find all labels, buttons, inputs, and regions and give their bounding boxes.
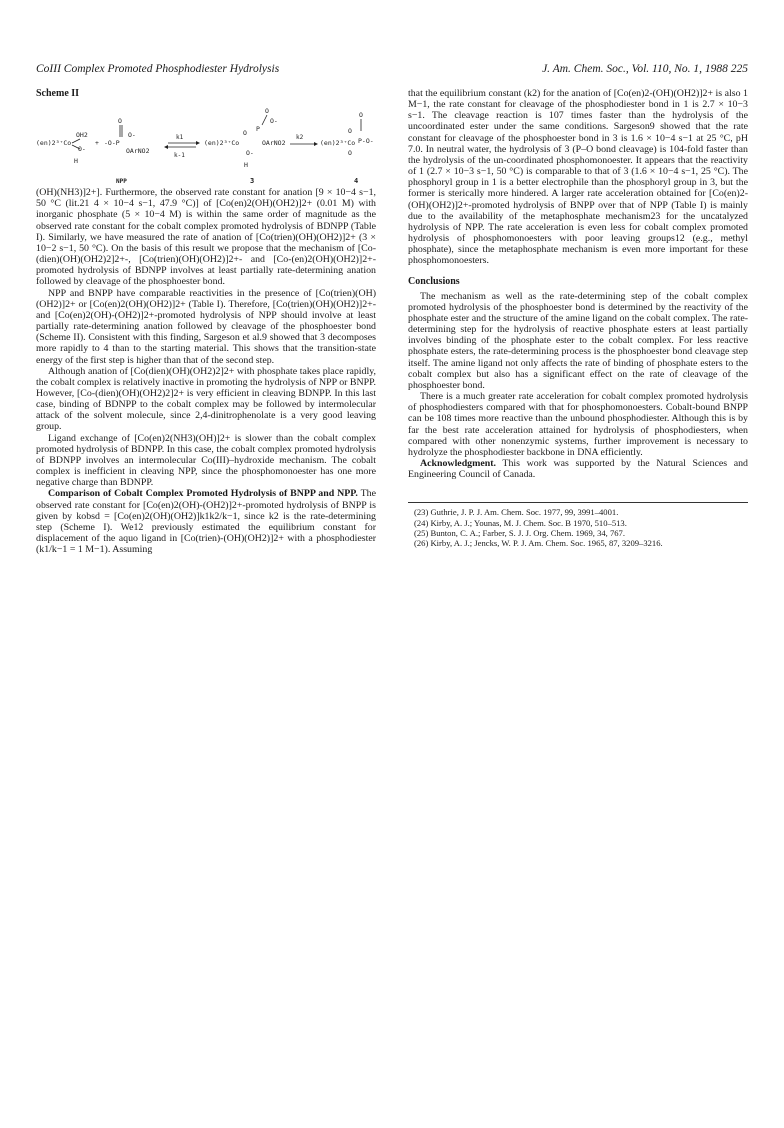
scheme-o-minus-5: O-: [246, 149, 254, 158]
scheme-o-minus-1: O-: [78, 145, 86, 154]
scheme-oh2: OH2: [76, 131, 88, 140]
scheme-o-r1: O: [348, 127, 352, 136]
running-header-journal: J. Am. Chem. Soc., Vol. 110, No. 1, 1988 225: [542, 63, 748, 75]
reference-26: (26) Kirby, A. J.; Jencks, W. P. J. Am. Chem. Soc. 1965, 87, 3209–3216.: [414, 537, 663, 548]
scheme-o-top-4: O: [359, 111, 363, 120]
left-paragraph-2: NPP and BNPP have comparable reactivities in the presence of [Co(trien)(OH)(OH2)]2+ or [Co(en)2(OH)(OH2)]2+ (Table I). Therefore, [Co(trien)(OH)(OH2)]2+- and [Co(en)2(OH)-(OH2)]2+-promoted hydrolysis of NPP should involve at least partially rate-determining anation followed by cleavage of the phosphoester bond (Scheme II). Consistent with this finding, Sargeson et al.9 showed that 3 decomposes more rapidly to 4 than to the starting material. This shows that the transition-state energy of the first step is higher than that of the second step.: [36, 287, 376, 366]
right-paragraph-1: that the equilibrium constant (k2) for the anation of [Co(en)2-(OH)(OH2)]2+ is also 1 M−1, the rate constant for cleavage of the phosphodiester bond in 1 is 2.7 × 10−3 s−1. The cleavage reaction is 107 times faster than the hydrolysis of the uncoordinated ester under the same conditions. Sargeson9 showed that the rate constant for cleavage of the phosphoester bond in 3 is 1.6 × 10−4 s−1 at 25 °C, pH 7.0. In neutral water, the hydrolysis of 3 (P–O bond cleavage) is 104-fold faster than the hydrolysis of the un-coordinated phosphomonoester. It appears that the reactivity of 1 (2.7 × 10−3 s−1, 50 °C) is comparable to that of 3 (1.6 × 10−4 s−1, 25 °C). The phosphoryl group in 1 is a better electrophile than the phosphoryl group in 3, but the former is sterically more hindered. A larger rate acceleration obtained for [Co(en)2-(OH)(OH2)]2+-promoted hydrolysis of BNPP over that of NPP (Table I) is mainly due to the availability of the metaphosphate mechanism23 for the uncatalyzed hydrolysis of NPP. The rate acceleration is even less for cobalt complex promoted hydrolysis of phosphomonoesters with poor leaving groups12 (e.g., methyl phosphate), since the metaphosphate mechanism is even more important for these phosphomonoesters.: [408, 88, 748, 267]
right-paragraph-2: The mechanism as well as the rate-determining step of the cobalt complex promoted hydrolysis of the phosphoester bond is determined by the reactivity of the phosphate ester and the structure of the amine ligand on the cobalt complex. The rate-determining step for the hydrolysis of reactive phosphate esters at least partially involves binding of the phosphate ester to the cobalt complex. For less reactive phosphate esters, the rate-determining process is the phosphoester bond cleavage step itself. The amine ligand not only affects the rate of binding of phosphate esters to the cobalt complex but also has a significant effect on the rate of cleavage of the phosphoester bond.: [408, 290, 748, 391]
scheme-species-en-2: (en)2³⁺Co: [204, 139, 240, 148]
scheme-h-1: H: [74, 157, 78, 166]
scheme-species-en-3: (en)2³⁺Co: [320, 139, 356, 148]
scheme-h-2: H: [244, 161, 248, 170]
scheme-label-npp: NPP: [116, 178, 127, 186]
scheme-ii-svg: [36, 103, 376, 185]
left-column: [36, 88, 376, 555]
scheme-label-3: 3: [250, 177, 255, 186]
scheme-k1: k1: [176, 134, 184, 142]
scheme-title: Scheme II: [36, 88, 80, 99]
comparison-text: The observed rate constant for [Co(en)2(OH)-(OH2)]2+-promoted hydrolysis of BNPP is given by kobsd = [Co(en)2(OH)(OH2)]k1k2/k−1, since k2 is the rate-determining step (Scheme I). We12 previously estimated the equilibrium constant for displacement of the aquo ligand in [Co(trien)-(OH)(OH2)]2+ with a phosphodiester (k1/k−1 = 1 M−1). Assuming: [36, 488, 376, 556]
acknowledgment: [408, 458, 748, 480]
scheme-km1: k-1: [174, 152, 185, 160]
left-paragraph-4: Ligand exchange of [Co(en)2(NH3)(OH)]2+ is slower than the cobalt complex promoted hydrolysis of BDNPP. In this case, the cobalt complex promoted hydrolysis of BDNPP involves an intermolecular Co(III)–hydroxide mechanism. The cobalt complex is inefficient in cleaving NPP, since the phosphomonoester has one more negative charge than BDNPP.: [36, 432, 376, 489]
scheme-oarno2-2: OArNO2: [262, 139, 286, 148]
reference-24: (24) Kirby, A. J.; Younas, M. J. Chem. Soc. B 1970, 510–513.: [414, 517, 627, 528]
reference-23: (23) Guthrie, J. P. J. Am. Chem. Soc. 1977, 99, 3991–4001.: [414, 507, 619, 518]
references: [408, 502, 748, 548]
conclusions-heading: Conclusions: [408, 275, 460, 287]
scheme-k2: k2: [296, 134, 304, 142]
scheme-o-minus-4: O-: [270, 117, 278, 126]
scheme-o-minus-3: O-: [128, 131, 136, 140]
scheme-label-4: 4: [354, 177, 359, 186]
comparison-heading: Comparison of Cobalt Complex Promoted Hydrolysis of BNPP and NPP.: [48, 488, 358, 500]
reference-25: (25) Bunton, C. A.; Farber, S. J. J. Org. Chem. 1969, 34, 767.: [414, 527, 625, 538]
left-paragraph-1: (OH)(NH3)]2+]. Furthermore, the observed rate constant for anation [9 × 10−4 s−1, 50 °C (lit.21 4 × 10−4 s−1, 47.9 °C)] of [Co(en)2(OH)(OH2)]2+ (0.01 M) with inorganic phosphate (5 × 10−4 M) is within the same order of magnitude as the observed rate constant for the cobalt complex promoted hydrolysis of BDNPP (Table I). Similarly, we have measured the rate of anation of [Co(trien)(OH)(OH2)]2+ (3 × 10−2 s−1, 50 °C). On the basis of this result we propose that the mechanism of [Co-(dien)(OH)(OH2)2]2+-, [Co(trien)(OH)(OH2)]2+- and [Co-(en)2(OH)(OH2)]2+-promoted hydrolysis of BDNPP involves at least partially rate-determining anation followed by cleavage of the phosphoester bond.: [36, 187, 376, 288]
scheme-p-3: P: [256, 125, 260, 134]
right-paragraph-3: There is a much greater rate acceleration for cobalt complex promoted hydrolysis of phosphodiesters compared with that for phosphomonoesters. Cobalt-bound BNPP can be 108 times more reactive than the unbound phosphodiester. Although this is by far the best rate acceleration attained for hydrolysis of phosphodiesters, when compared with other nonenzymic systems, further improvement is necessary to hydrolyze the phosphodiester backbone in DNA efficiently.: [408, 391, 748, 458]
scheme-species-en-1: (en)2³⁺Co: [36, 139, 72, 148]
scheme-o-top: O: [118, 117, 122, 126]
left-paragraph-3: Although anation of [Co(dien)(OH)(OH2)2]2+ with phosphate takes place rapidly, the cobalt complex is relatively inactive in promoting the hydrolysis of NPP or BNPP. However, [Co-(dien)(OH)(OH2)2]2+ is very efficient in cleaving BDNPP. In this last case, binding of BDNPP to the cobalt complex may be followed by intermolecular attack of the solvent molecule, since 2,4-dinitrophenolate is a very good leaving group.: [36, 365, 376, 433]
scheme-o-bridge: O: [243, 129, 247, 138]
acknowledgment-heading: Acknowledgment.: [420, 458, 496, 469]
running-header-title: CoIII Complex Promoted Phosphodiester Hydrolysis: [36, 63, 280, 75]
scheme-oarno2-1: OArNO2: [126, 147, 150, 156]
scheme-o-r2: O: [348, 149, 352, 158]
scheme-o-top-3: O: [265, 107, 269, 116]
right-column: [408, 88, 748, 548]
scheme-p-4: P-O-: [358, 137, 374, 146]
scheme-ii-diagram: [36, 103, 376, 185]
scheme-o-minus-2: -O-P: [104, 139, 120, 148]
left-paragraph-5: [36, 488, 376, 555]
acknowledgment-text: This work was supported by the Natural Sciences and Engineering Council of Canada.: [408, 458, 748, 481]
scheme-plus: +: [95, 139, 99, 148]
